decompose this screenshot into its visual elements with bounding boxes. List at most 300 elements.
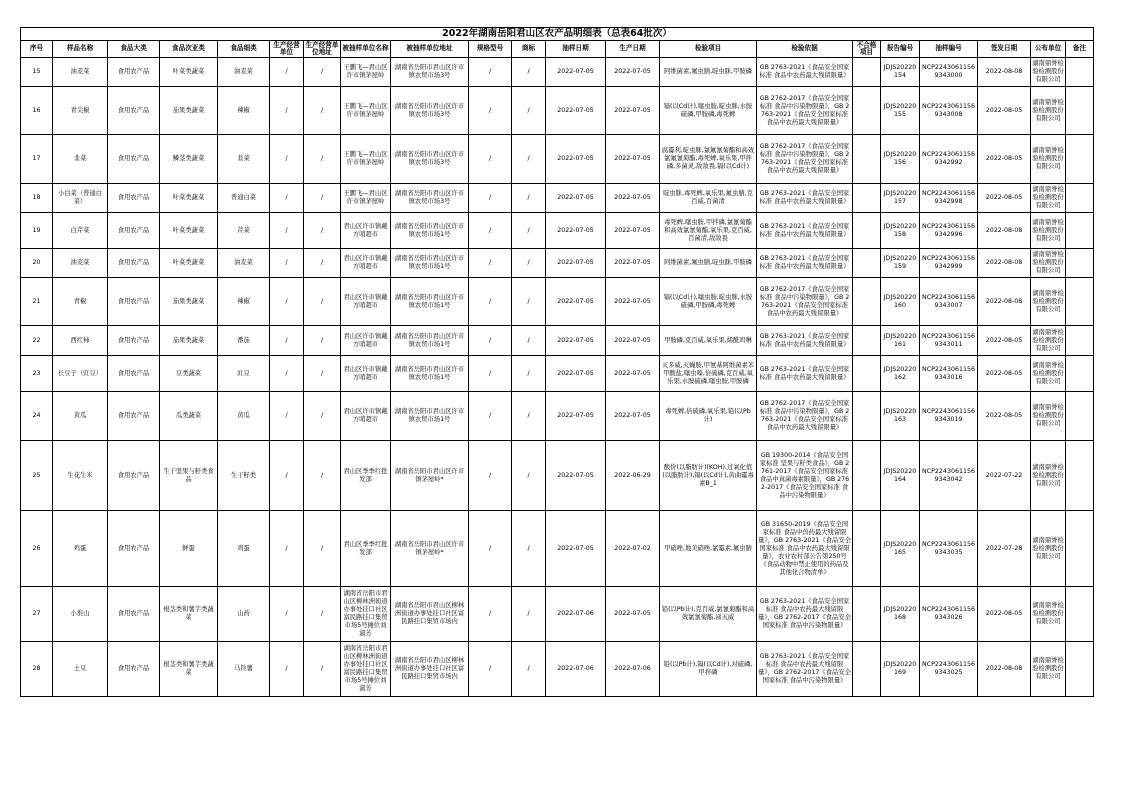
row-number: 23	[21, 356, 53, 392]
producer-address: /	[304, 58, 341, 87]
food-category: 食用农产品	[108, 356, 160, 392]
col-header: 抽样编号	[920, 41, 978, 58]
sampled-unit-address: 湖南省岳阳市君山区许市镇农贸市场3号	[391, 87, 469, 135]
test-items: 啶虫脒,毒死蜱,氧乐果,氟虫腈,克百威,百菌清	[660, 184, 757, 213]
food-category: 食用农产品	[108, 392, 160, 441]
producer: /	[270, 213, 304, 249]
test-basis: GB 2763-2021《食品安全国家标准 食品中农药最大残留限量》	[757, 249, 853, 278]
producer: /	[270, 441, 304, 511]
spec-model: /	[469, 392, 512, 441]
remarks	[1066, 392, 1094, 441]
test-basis: GB 2763-2021《食品安全国家标准 食品中农药最大残留限量》	[757, 326, 853, 356]
row-number: 25	[21, 441, 53, 511]
sampled-unit-address: 湖南省岳阳市君山区许市镇农贸市场3号	[391, 184, 469, 213]
production-date: 2022-07-05	[606, 213, 660, 249]
food-detail-category: 豇豆	[218, 356, 270, 392]
remarks	[1066, 356, 1094, 392]
sampling-code: NCP22430611569343000	[920, 58, 978, 87]
col-header: 商标	[512, 41, 546, 58]
spec-model: /	[469, 249, 512, 278]
col-header: 食品大类	[108, 41, 160, 58]
food-category: 食用农产品	[108, 58, 160, 87]
sampling-code: NCP22430611569342999	[920, 249, 978, 278]
publishing-unit: 湖南鼎誉检验检测股份有限公司	[1031, 58, 1066, 87]
table-row	[21, 511, 1094, 587]
publishing-unit: 湖南鼎誉检验检测股份有限公司	[1031, 87, 1066, 135]
food-detail-category: 辣椒	[218, 278, 270, 326]
remarks	[1066, 184, 1094, 213]
test-basis: GB 2762-2017《食品安全国家标准 食品中污染物限量》，GB 2763-2021《食品安全国家标准 食品中农药最大残留限量》	[757, 135, 853, 184]
test-items: 镉(以Cd计),噻虫胺,啶虫脒,水胺硫磷,甲胺磷,毒死蜱	[660, 278, 757, 326]
food-detail-category: 油麦菜	[218, 58, 270, 87]
failed-items	[853, 87, 881, 135]
col-header: 生产经营单位	[270, 41, 304, 58]
failed-items	[853, 326, 881, 356]
test-basis: GB 31650-2019《食品安全国家标准 食品中兽药最大残留限量》，GB 2763-2021《食品安全国家标准 食品中农药最大残留限量》，农业农村部公告第250号《食品动物中禁止使用的药品及其他化合物清单》	[757, 511, 853, 587]
col-header: 生产经营单位地址	[304, 41, 341, 58]
sampling-date: 2022-07-05	[546, 135, 606, 184]
sampled-unit: 君山区季季红批发部	[341, 511, 391, 587]
food-subcategory: 茄果类蔬菜	[160, 87, 218, 135]
publishing-unit: 湖南鼎誉检验检测股份有限公司	[1031, 278, 1066, 326]
food-category: 食用农产品	[108, 87, 160, 135]
table-row	[21, 587, 1094, 642]
report-number: JDJS20220160	[881, 278, 920, 326]
failed-items	[853, 587, 881, 642]
food-category: 食用农产品	[108, 587, 160, 642]
sampling-code: NCP22430611569343019	[920, 392, 978, 441]
sampled-unit: 君山区许市镇戴方哨超市	[341, 213, 391, 249]
producer-address: /	[304, 587, 341, 642]
col-header: 检验项目	[660, 41, 757, 58]
food-subcategory: 叶菜类蔬菜	[160, 249, 218, 278]
producer-address: /	[304, 326, 341, 356]
food-subcategory: 豆类蔬菜	[160, 356, 218, 392]
brand: /	[512, 356, 546, 392]
producer-address: /	[304, 642, 341, 697]
remarks	[1066, 642, 1094, 697]
test-basis: GB 2762-2017《食品安全国家标准 食品中污染物限量》，GB 2763-2021《食品安全国家标准 食品中农药最大残留限量》	[757, 278, 853, 326]
brand: /	[512, 511, 546, 587]
sampling-date: 2022-07-06	[546, 587, 606, 642]
failed-items	[853, 392, 881, 441]
food-detail-category: 普通白菜	[218, 184, 270, 213]
report-number: JDJS20220162	[881, 356, 920, 392]
col-header: 样品名称	[53, 41, 108, 58]
remarks	[1066, 587, 1094, 642]
food-detail-category: 鸡蛋	[218, 511, 270, 587]
sampling-code: NCP22430611569343035	[920, 511, 978, 587]
row-number: 15	[21, 58, 53, 87]
sampled-unit-address: 湖南省岳阳市君山区许市镇农贸市场1号	[391, 356, 469, 392]
sampled-unit: 王鹏飞—君山区许市镇茅屋岭	[341, 184, 391, 213]
publishing-unit: 湖南鼎誉检验检测股份有限公司	[1031, 326, 1066, 356]
brand: /	[512, 135, 546, 184]
row-number: 21	[21, 278, 53, 326]
failed-items	[853, 58, 881, 87]
report-number: JDJS20220161	[881, 326, 920, 356]
issue-date: 2022-08-08	[978, 642, 1031, 697]
producer: /	[270, 511, 304, 587]
table-row	[21, 184, 1094, 213]
report-number: JDJS20220155	[881, 87, 920, 135]
sampled-unit-address: 湖南省岳阳市君山区许市镇农贸市场1号	[391, 326, 469, 356]
food-detail-category: 山药	[218, 587, 270, 642]
test-basis: GB 2762-2017《食品安全国家标准 食品中污染物限量》，GB 2763-2021《食品安全国家标准 食品中农药最大残留限量》	[757, 392, 853, 441]
row-number: 18	[21, 184, 53, 213]
food-category: 食用农产品	[108, 441, 160, 511]
spec-model: /	[469, 184, 512, 213]
production-date: 2022-07-05	[606, 278, 660, 326]
sampled-unit-address: 湖南省岳阳市君山区许市镇茅屋岭*	[391, 441, 469, 511]
publishing-unit: 湖南鼎誉检验检测股份有限公司	[1031, 213, 1066, 249]
sample-name: 韭菜	[53, 135, 108, 184]
sampled-unit: 湖南省岳阳市君山区柳林洲街道办事处挂口社区富民路挂口集贸市场5号摊位刘淑芳	[341, 642, 391, 697]
test-items: 甲硝唑,地美硝唑,氯霉素,氟虫腈	[660, 511, 757, 587]
remarks	[1066, 511, 1094, 587]
food-subcategory: 根茎类和薯芋类蔬菜	[160, 642, 218, 697]
production-date: 2022-07-05	[606, 135, 660, 184]
sampling-code: NCP22430611569343007	[920, 278, 978, 326]
row-number: 24	[21, 392, 53, 441]
food-category: 食用农产品	[108, 511, 160, 587]
test-basis: GB 2763-2021《食品安全国家标准 食品中农药最大残留限量》	[757, 184, 853, 213]
remarks	[1066, 213, 1094, 249]
table-row	[21, 278, 1094, 326]
food-detail-category: 韭菜	[218, 135, 270, 184]
brand: /	[512, 249, 546, 278]
failed-items	[853, 642, 881, 697]
food-subcategory: 茄果类蔬菜	[160, 326, 218, 356]
row-number: 16	[21, 87, 53, 135]
spec-model: /	[469, 511, 512, 587]
production-date: 2022-07-05	[606, 249, 660, 278]
brand: /	[512, 441, 546, 511]
sampled-unit: 王鹏飞—君山区许市镇茅屋岭	[341, 87, 391, 135]
producer: /	[270, 278, 304, 326]
sample-name: 小白菜（普通白菜）	[53, 184, 108, 213]
test-basis: GB 2763-2021《食品安全国家标准 食品中农药最大残留限量》，GB 2762-2017《食品安全国家标准 食品中污染物限量》	[757, 642, 853, 697]
food-subcategory: 鳞茎类蔬菜	[160, 135, 218, 184]
sampling-date: 2022-07-05	[546, 249, 606, 278]
row-number: 26	[21, 511, 53, 587]
spec-model: /	[469, 58, 512, 87]
test-basis: GB 2763-2021《食品安全国家标准 食品中农药最大残留限量》	[757, 213, 853, 249]
producer: /	[270, 356, 304, 392]
food-detail-category: 油麦菜	[218, 249, 270, 278]
test-items: 甲胺磷,克百威,氧乐果,烯酰吗啉	[660, 326, 757, 356]
report-number: JDJS20220156	[881, 135, 920, 184]
sampling-code: NCP22430611569343008	[920, 87, 978, 135]
food-subcategory: 叶菜类蔬菜	[160, 58, 218, 87]
row-number: 19	[21, 213, 53, 249]
failed-items	[853, 356, 881, 392]
header-row	[21, 41, 1094, 58]
table-row	[21, 135, 1094, 184]
table-row	[21, 642, 1094, 697]
failed-items	[853, 511, 881, 587]
sampled-unit-address: 湖南省岳阳市君山区许市镇农贸市场1号	[391, 213, 469, 249]
test-basis: GB 19300-2014《食品安全国家标准 坚果与籽类食品》，GB 2761-2017《食品安全国家标准 食品中真菌毒素限量》，GB 2762-2017《食品安全国家标准 食品中污染物限量》	[757, 441, 853, 511]
food-detail-category: 黄瓜	[218, 392, 270, 441]
sampled-unit: 君山区季季红批发部	[341, 441, 391, 511]
row-number: 22	[21, 326, 53, 356]
report-number: JDJS20220168	[881, 587, 920, 642]
sample-name: 西红柿	[53, 326, 108, 356]
sample-name: 黄瓜	[53, 392, 108, 441]
brand: /	[512, 213, 546, 249]
failed-items	[853, 249, 881, 278]
test-items: 铅(以Pb计),克百威,氯氰菊酯和高效氯氰菊酯,涕灭威	[660, 587, 757, 642]
publishing-unit: 湖南鼎誉检验检测股份有限公司	[1031, 184, 1066, 213]
food-subcategory: 叶菜类蔬菜	[160, 184, 218, 213]
spec-model: /	[469, 642, 512, 697]
sampled-unit: 君山区许市镇戴方哨超市	[341, 356, 391, 392]
producer-address: /	[304, 356, 341, 392]
remarks	[1066, 87, 1094, 135]
brand: /	[512, 184, 546, 213]
food-subcategory: 根茎类和薯芋类蔬菜	[160, 587, 218, 642]
issue-date: 2022-08-05	[978, 392, 1031, 441]
food-detail-category: 生干籽类	[218, 441, 270, 511]
sampling-date: 2022-07-06	[546, 642, 606, 697]
producer-address: /	[304, 441, 341, 511]
food-detail-category: 番茄	[218, 326, 270, 356]
table-row	[21, 213, 1094, 249]
publishing-unit: 湖南鼎誉检验检测股份有限公司	[1031, 642, 1066, 697]
production-date: 2022-07-05	[606, 87, 660, 135]
failed-items	[853, 135, 881, 184]
brand: /	[512, 587, 546, 642]
sampling-code: NCP22430611569343042	[920, 441, 978, 511]
row-number: 28	[21, 642, 53, 697]
food-detail-category: 辣椒	[218, 87, 270, 135]
table-row	[21, 392, 1094, 441]
sampled-unit-address: 湖南省岳阳市君山区柳林洲街道办事处挂口社区富民路挂口集贸市场内	[391, 642, 469, 697]
sample-name: 油麦菜	[53, 249, 108, 278]
food-detail-category: 马铃薯	[218, 642, 270, 697]
sampling-date: 2022-07-05	[546, 511, 606, 587]
issue-date: 2022-08-08	[978, 278, 1031, 326]
producer: /	[270, 184, 304, 213]
sampling-date: 2022-07-05	[546, 213, 606, 249]
col-header: 被抽样单位名称	[341, 41, 391, 58]
sampling-code: NCP22430611569342996	[920, 213, 978, 249]
sampling-date: 2022-07-05	[546, 58, 606, 87]
report-sheet	[20, 27, 1093, 697]
report-number: JDJS20220159	[881, 249, 920, 278]
sampled-unit-address: 湖南省岳阳市君山区许市镇农贸市场1号	[391, 249, 469, 278]
sample-name: 生花生米	[53, 441, 108, 511]
production-date: 2022-07-02	[606, 511, 660, 587]
food-category: 食用农产品	[108, 249, 160, 278]
table-row	[21, 326, 1094, 356]
sampling-code: NCP22430611569343011	[920, 326, 978, 356]
producer-address: /	[304, 184, 341, 213]
publishing-unit: 湖南鼎誉检验检测股份有限公司	[1031, 392, 1066, 441]
failed-items	[853, 213, 881, 249]
test-items: 酸价(以脂肪计)(KOH),过氧化值(以脂肪计),镉(以Cd计),黄曲霉毒素B_1	[660, 441, 757, 511]
col-header: 公布单位	[1031, 41, 1066, 58]
sampled-unit-address: 湖南省岳阳市君山区柳林洲街道办事处挂口社区富民路挂口集贸市场内	[391, 587, 469, 642]
report-number: JDJS20220158	[881, 213, 920, 249]
remarks	[1066, 135, 1094, 184]
issue-date: 2022-08-08	[978, 58, 1031, 87]
report-number: JDJS20220154	[881, 58, 920, 87]
sampling-date: 2022-07-05	[546, 356, 606, 392]
producer: /	[270, 58, 304, 87]
sampling-date: 2022-07-05	[546, 441, 606, 511]
test-items: 毒死蜱,噻虫胺,甲拌磷,氯氰菊酯和高效氯氰菊酯,氧乐果,克百威,百菌清,敌敌畏	[660, 213, 757, 249]
test-items: 镉(以Cd计),噻虫胺,啶虫脒,水胺硫磷,甲胺磷,毒死蜱	[660, 87, 757, 135]
sampled-unit: 君山区许市镇戴方哨超市	[341, 326, 391, 356]
sampled-unit: 君山区许市镇戴方哨超市	[341, 249, 391, 278]
table-row	[21, 249, 1094, 278]
col-header: 规格型号	[469, 41, 512, 58]
production-date: 2022-07-05	[606, 58, 660, 87]
spec-model: /	[469, 135, 512, 184]
publishing-unit: 湖南鼎誉检验检测股份有限公司	[1031, 441, 1066, 511]
issue-date: 2022-08-05	[978, 184, 1031, 213]
producer: /	[270, 642, 304, 697]
brand: /	[512, 392, 546, 441]
spec-model: /	[469, 326, 512, 356]
sampling-date: 2022-07-05	[546, 278, 606, 326]
row-number: 27	[21, 587, 53, 642]
producer: /	[270, 392, 304, 441]
remarks	[1066, 326, 1094, 356]
col-header: 检验依据	[757, 41, 853, 58]
sampled-unit-address: 湖南省岳阳市君山区许市镇农贸市场3号	[391, 135, 469, 184]
test-basis: GB 2763-2021《食品安全国家标准 食品中农药最大残留限量》	[757, 356, 853, 392]
production-date: 2022-07-05	[606, 587, 660, 642]
report-number: JDJS20220157	[881, 184, 920, 213]
test-items: 灭多威,灭蝇胺,甲氨基阿维菌素苯甲酸盐,噻虫嗪,倍硫磷,克百威,氧乐果,水胺硫磷,噻虫胺,甲胺磷	[660, 356, 757, 392]
sampled-unit-address: 湖南省岳阳市君山区许市镇农贸市场3号	[391, 58, 469, 87]
issue-date: 2022-08-08	[978, 213, 1031, 249]
sample-name: 土豆	[53, 642, 108, 697]
production-date: 2022-07-05	[606, 392, 660, 441]
issue-date: 2022-08-05	[978, 326, 1031, 356]
sampling-date: 2022-07-05	[546, 87, 606, 135]
spec-model: /	[469, 213, 512, 249]
table-row	[21, 58, 1094, 87]
sample-name: 青椒	[53, 278, 108, 326]
sample-name: 白芹菜	[53, 213, 108, 249]
failed-items	[853, 441, 881, 511]
col-header: 被抽样单位地址	[391, 41, 469, 58]
col-header: 签发日期	[978, 41, 1031, 58]
production-date: 2022-07-06	[606, 642, 660, 697]
publishing-unit: 湖南鼎誉检验检测股份有限公司	[1031, 511, 1066, 587]
food-category: 食用农产品	[108, 278, 160, 326]
food-detail-category: 芹菜	[218, 213, 270, 249]
remarks	[1066, 441, 1094, 511]
brand: /	[512, 278, 546, 326]
food-subcategory: 鲜蛋	[160, 511, 218, 587]
issue-date: 2022-08-05	[978, 356, 1031, 392]
producer: /	[270, 87, 304, 135]
sampling-code: NCP22430611569342992	[920, 135, 978, 184]
table-body	[21, 58, 1094, 697]
food-category: 食用农产品	[108, 326, 160, 356]
col-header: 食品细类	[218, 41, 270, 58]
sample-name: 长豆子（豇豆）	[53, 356, 108, 392]
col-header: 抽样日期	[546, 41, 606, 58]
sample-name: 小淮山	[53, 587, 108, 642]
brand: /	[512, 87, 546, 135]
producer: /	[270, 135, 304, 184]
remarks	[1066, 58, 1094, 87]
sampling-code: NCP22430611569343016	[920, 356, 978, 392]
sampling-date: 2022-07-05	[546, 392, 606, 441]
spec-model: /	[469, 356, 512, 392]
sampled-unit-address: 湖南省岳阳市君山区许市镇农贸市场1号	[391, 392, 469, 441]
sampling-code: NCP22430611569343025	[920, 642, 978, 697]
failed-items	[853, 278, 881, 326]
food-category: 食用农产品	[108, 135, 160, 184]
test-basis: GB 2763-2021《食品安全国家标准 食品中农药最大残留限量》，GB 2762-2017《食品安全国家标准 食品中污染物限量》	[757, 587, 853, 642]
test-basis: GB 2762-2017《食品安全国家标准 食品中污染物限量》，GB 2763-2021《食品安全国家标准 食品中农药最大残留限量》	[757, 87, 853, 135]
producer: /	[270, 249, 304, 278]
producer-address: /	[304, 87, 341, 135]
sampled-unit: 君山区许市镇戴方哨超市	[341, 278, 391, 326]
sampling-date: 2022-07-05	[546, 184, 606, 213]
sampling-code: NCP22430611569343026	[920, 587, 978, 642]
food-category: 食用农产品	[108, 184, 160, 213]
col-header: 不合格项目	[853, 41, 881, 58]
producer-address: /	[304, 278, 341, 326]
brand: /	[512, 642, 546, 697]
col-header: 生产日期	[606, 41, 660, 58]
producer-address: /	[304, 249, 341, 278]
table-row	[21, 441, 1094, 511]
row-number: 17	[21, 135, 53, 184]
spec-model: /	[469, 441, 512, 511]
issue-date: 2022-08-05	[978, 587, 1031, 642]
sampled-unit: 王鹏飞—君山区许市镇茅屋岭	[341, 135, 391, 184]
brand: /	[512, 58, 546, 87]
test-items: 腐霉利,啶虫脒,氯氟氰菊酯和高效氯氟氰菊酯,毒死蜱,氧乐果,甲拌磷,多菌灵,敌敌畏,镉(以Cd计)	[660, 135, 757, 184]
food-category: 食用农产品	[108, 213, 160, 249]
spec-model: /	[469, 87, 512, 135]
sampled-unit: 君山区许市镇戴方哨超市	[341, 392, 391, 441]
col-header: 备注	[1066, 41, 1094, 58]
brand: /	[512, 326, 546, 356]
report-number: JDJS20220164	[881, 441, 920, 511]
sampled-unit: 湖南省岳阳市君山区柳林洲街道办事处挂口社区富民路挂口集贸市场5号摊位刘淑芳	[341, 587, 391, 642]
publishing-unit: 湖南鼎誉检验检测股份有限公司	[1031, 587, 1066, 642]
test-items: 铅(以Pb计),镉(以Cd计),对硫磷,甲拌磷	[660, 642, 757, 697]
issue-date: 2022-07-22	[978, 441, 1031, 511]
publishing-unit: 湖南鼎誉检验检测股份有限公司	[1031, 135, 1066, 184]
test-items: 阿维菌素,氟虫腈,啶虫脒,甲胺磷	[660, 249, 757, 278]
col-header: 序号	[21, 41, 53, 58]
producer-address: /	[304, 511, 341, 587]
col-header: 报告编号	[881, 41, 920, 58]
issue-date: 2022-08-05	[978, 87, 1031, 135]
spec-model: /	[469, 587, 512, 642]
producer-address: /	[304, 213, 341, 249]
spec-model: /	[469, 278, 512, 326]
table-row	[21, 87, 1094, 135]
sampled-unit: 王鹏飞—君山区许市镇茅屋岭	[341, 58, 391, 87]
table-title: 2022年湖南岳阳君山区农产品明细表（总表64批次）	[21, 28, 1094, 41]
sampled-unit-address: 湖南省岳阳市君山区许市镇农贸市场1号	[391, 278, 469, 326]
sample-name: 青尖椒	[53, 87, 108, 135]
failed-items	[853, 184, 881, 213]
food-subcategory: 茄果类蔬菜	[160, 278, 218, 326]
